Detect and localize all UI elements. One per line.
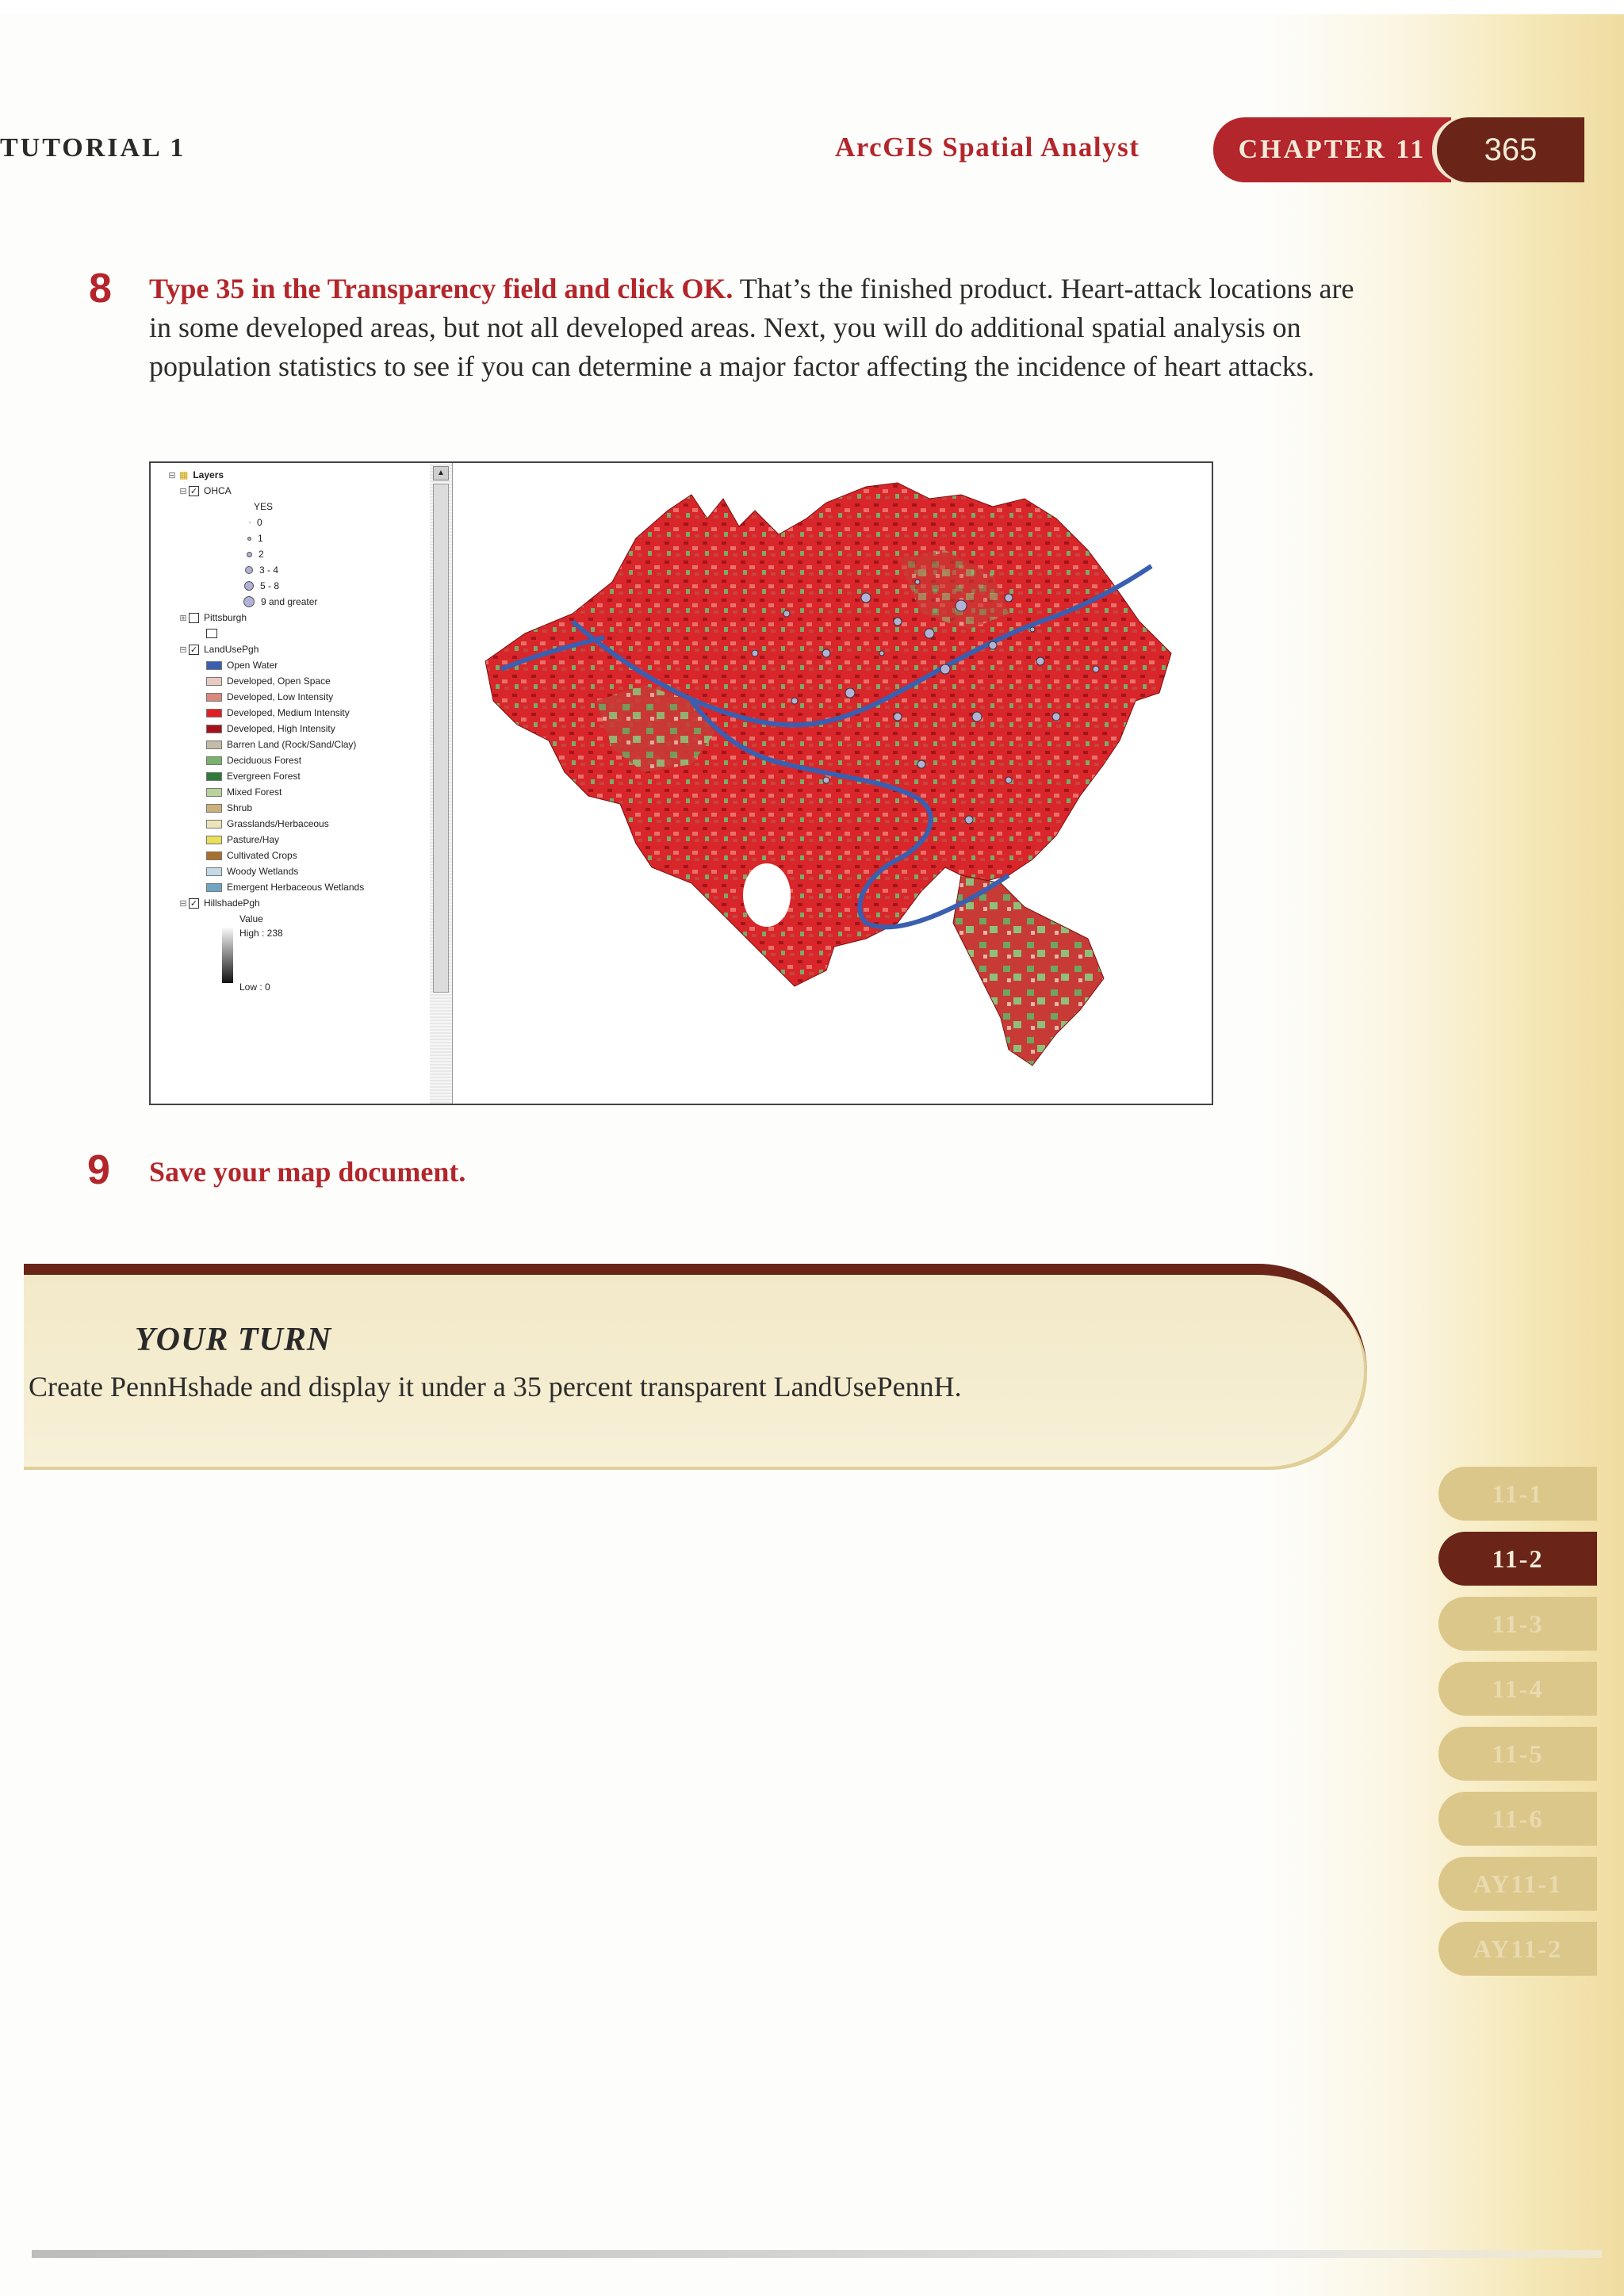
legend-label: Mixed Forest bbox=[227, 786, 282, 798]
toc-pittsburgh-symbol bbox=[206, 626, 222, 641]
legend-label: Evergreen Forest bbox=[227, 771, 301, 782]
toc-pittsburgh-row[interactable] bbox=[178, 610, 247, 625]
legend-label: Cultivated Crops bbox=[227, 850, 297, 861]
layer-checkbox[interactable]: ✓ bbox=[190, 645, 198, 655]
legend-swatch bbox=[206, 883, 222, 892]
legend-swatch bbox=[206, 788, 222, 797]
pittsburgh-landuse-map bbox=[454, 463, 1212, 1104]
legend-swatch bbox=[206, 677, 222, 686]
scan-edge-bottom bbox=[32, 2250, 1602, 2258]
landuse-legend-item bbox=[206, 880, 364, 894]
step-8-number: 8 bbox=[89, 266, 112, 312]
toc-hillshade-field: Value bbox=[239, 913, 263, 924]
legend-label: Developed, Medium Intensity bbox=[227, 707, 350, 718]
legend-label: Emergent Herbaceous Wetlands bbox=[227, 882, 365, 893]
toc-ohca-class-2: 2 bbox=[247, 547, 264, 561]
toc-landuse-row[interactable] bbox=[178, 642, 259, 656]
book-title: ArcGIS Spatial Analyst bbox=[835, 132, 1140, 163]
collapse-icon[interactable]: ⊟ bbox=[179, 645, 187, 655]
legend-label: Shrub bbox=[227, 802, 253, 813]
section-tab-11-6[interactable]: 11-6 bbox=[1438, 1792, 1597, 1846]
chapter-label: CHAPTER 11 bbox=[1238, 135, 1427, 164]
landuse-legend-item bbox=[206, 737, 356, 752]
scan-edge-top bbox=[0, 0, 1624, 14]
toc-ohca-class-0: 0 bbox=[249, 515, 262, 530]
collapse-icon[interactable]: ⊟ bbox=[168, 470, 176, 480]
section-tab-11-3[interactable]: 11-3 bbox=[1438, 1597, 1597, 1651]
city-boundary bbox=[485, 483, 1171, 986]
step-9-instruction: Save your map document. bbox=[149, 1156, 466, 1188]
legend-swatch bbox=[206, 836, 222, 844]
legend-label: Developed, High Intensity bbox=[227, 723, 335, 734]
toc-hillshade-row[interactable] bbox=[178, 896, 260, 910]
landuse-legend-item bbox=[206, 864, 298, 878]
layer-checkbox[interactable]: ✓ bbox=[190, 898, 198, 909]
landuse-legend-item bbox=[206, 832, 279, 847]
scroll-thumb[interactable] bbox=[433, 484, 449, 993]
toc-ohca-class-1: 1 bbox=[247, 531, 263, 545]
legend-label: Grasslands/Herbaceous bbox=[227, 818, 329, 829]
layer-checkbox[interactable]: ✓ bbox=[190, 486, 198, 496]
landuse-legend-item bbox=[206, 769, 301, 783]
tutorial-label: TUTORIAL 1 bbox=[0, 133, 186, 163]
legend-swatch bbox=[206, 709, 222, 718]
toc-ohca-label: OHCA bbox=[204, 485, 232, 496]
step-8-body: That’s the finished product. Heart-attack locations are in some developed areas, but not all developed areas. Next, you will do additional spatial analysis on population statistics to see if you can determine a major factor affecting the incidence of heart attacks. bbox=[149, 273, 1354, 382]
toc-ohca-class-3: 3 - 4 bbox=[245, 563, 278, 577]
legend-swatch bbox=[206, 740, 222, 749]
legend-label: Deciduous Forest bbox=[227, 755, 302, 766]
legend-label: Barren Land (Rock/Sand/Clay) bbox=[227, 739, 357, 750]
landuse-legend-item bbox=[206, 817, 329, 831]
your-turn-box bbox=[24, 1264, 1367, 1470]
toc-scrollbar[interactable] bbox=[430, 463, 453, 1104]
toc-hillshade-high: High : 238 bbox=[239, 928, 283, 939]
legend-swatch bbox=[206, 725, 222, 733]
legend-label: Pasture/Hay bbox=[227, 834, 280, 845]
toc-ohca-class-5: 9 and greater bbox=[243, 595, 317, 609]
legend-label: Developed, Low Intensity bbox=[227, 691, 334, 702]
toc-ohca-field: YES bbox=[254, 501, 274, 512]
legend-swatch bbox=[206, 851, 222, 860]
step-9-text bbox=[149, 1153, 1370, 1192]
landuse-legend-item bbox=[206, 690, 333, 704]
hillshade-ramp bbox=[222, 928, 233, 983]
section-tab-11-5[interactable]: 11-5 bbox=[1438, 1727, 1597, 1781]
section-tab-11-2[interactable]: 11-2 bbox=[1438, 1532, 1597, 1586]
table-of-contents bbox=[151, 463, 431, 1104]
chapter-tab bbox=[1213, 117, 1451, 182]
landuse-legend-item bbox=[206, 801, 252, 815]
toc-hillshade-label: HillshadePgh bbox=[204, 897, 260, 909]
landuse-legend-item bbox=[206, 706, 350, 720]
map-display[interactable] bbox=[454, 463, 1212, 1104]
your-turn-text: Create PennHshade and display it under a 35 percent transparent LandUsePennH. bbox=[29, 1371, 962, 1402]
toc-pittsburgh-label: Pittsburgh bbox=[204, 612, 247, 623]
section-tab-11-1[interactable]: 11-1 bbox=[1438, 1467, 1597, 1521]
step-8-text bbox=[149, 270, 1370, 386]
legend-swatch bbox=[206, 867, 222, 876]
toc-ohca-row[interactable] bbox=[178, 484, 232, 498]
legend-swatch bbox=[206, 772, 222, 781]
toc-ohca-class-4: 5 - 8 bbox=[244, 579, 279, 593]
page-number-tab bbox=[1437, 117, 1584, 182]
layer-checkbox[interactable] bbox=[189, 613, 199, 623]
landuse-legend-item bbox=[206, 848, 297, 863]
legend-swatch bbox=[206, 693, 222, 702]
toc-landuse-label: LandUsePgh bbox=[204, 644, 259, 655]
legend-swatch bbox=[206, 661, 222, 670]
landuse-legend-item bbox=[206, 674, 331, 688]
legend-swatch bbox=[206, 756, 222, 765]
section-tab-11-4[interactable]: 11-4 bbox=[1438, 1662, 1597, 1716]
landuse-legend-item bbox=[206, 721, 335, 736]
your-turn-title: YOUR TURN bbox=[135, 1322, 332, 1358]
toc-layers-row[interactable] bbox=[167, 468, 224, 482]
legend-label: Developed, Open Space bbox=[227, 675, 331, 687]
legend-label: Woody Wetlands bbox=[227, 866, 299, 877]
step-8-instruction: Type 35 in the Transparency field and click OK. bbox=[149, 273, 733, 304]
landuse-legend-item bbox=[206, 785, 282, 799]
scroll-up-icon[interactable]: ▲ bbox=[433, 466, 449, 480]
expand-icon[interactable]: ⊞ bbox=[179, 613, 187, 623]
legend-label: Open Water bbox=[227, 660, 278, 671]
collapse-icon[interactable]: ⊟ bbox=[179, 898, 187, 909]
collapse-icon[interactable]: ⊟ bbox=[179, 486, 187, 496]
step-9-number: 9 bbox=[87, 1147, 110, 1193]
landuse-legend-item bbox=[206, 658, 278, 672]
page-number: 365 bbox=[1484, 132, 1538, 167]
section-tab-ay11-2[interactable]: AY11-2 bbox=[1438, 1922, 1597, 1976]
arcmap-screenshot bbox=[149, 461, 1213, 1105]
section-tab-ay11-1[interactable]: AY11-1 bbox=[1438, 1857, 1597, 1911]
legend-swatch bbox=[206, 804, 222, 813]
layers-icon: ▦ bbox=[179, 469, 189, 480]
toc-layers-label: Layers bbox=[193, 469, 224, 480]
legend-swatch bbox=[206, 820, 222, 828]
toc-hillshade-low: Low : 0 bbox=[239, 982, 270, 993]
landuse-legend-item bbox=[206, 753, 301, 767]
